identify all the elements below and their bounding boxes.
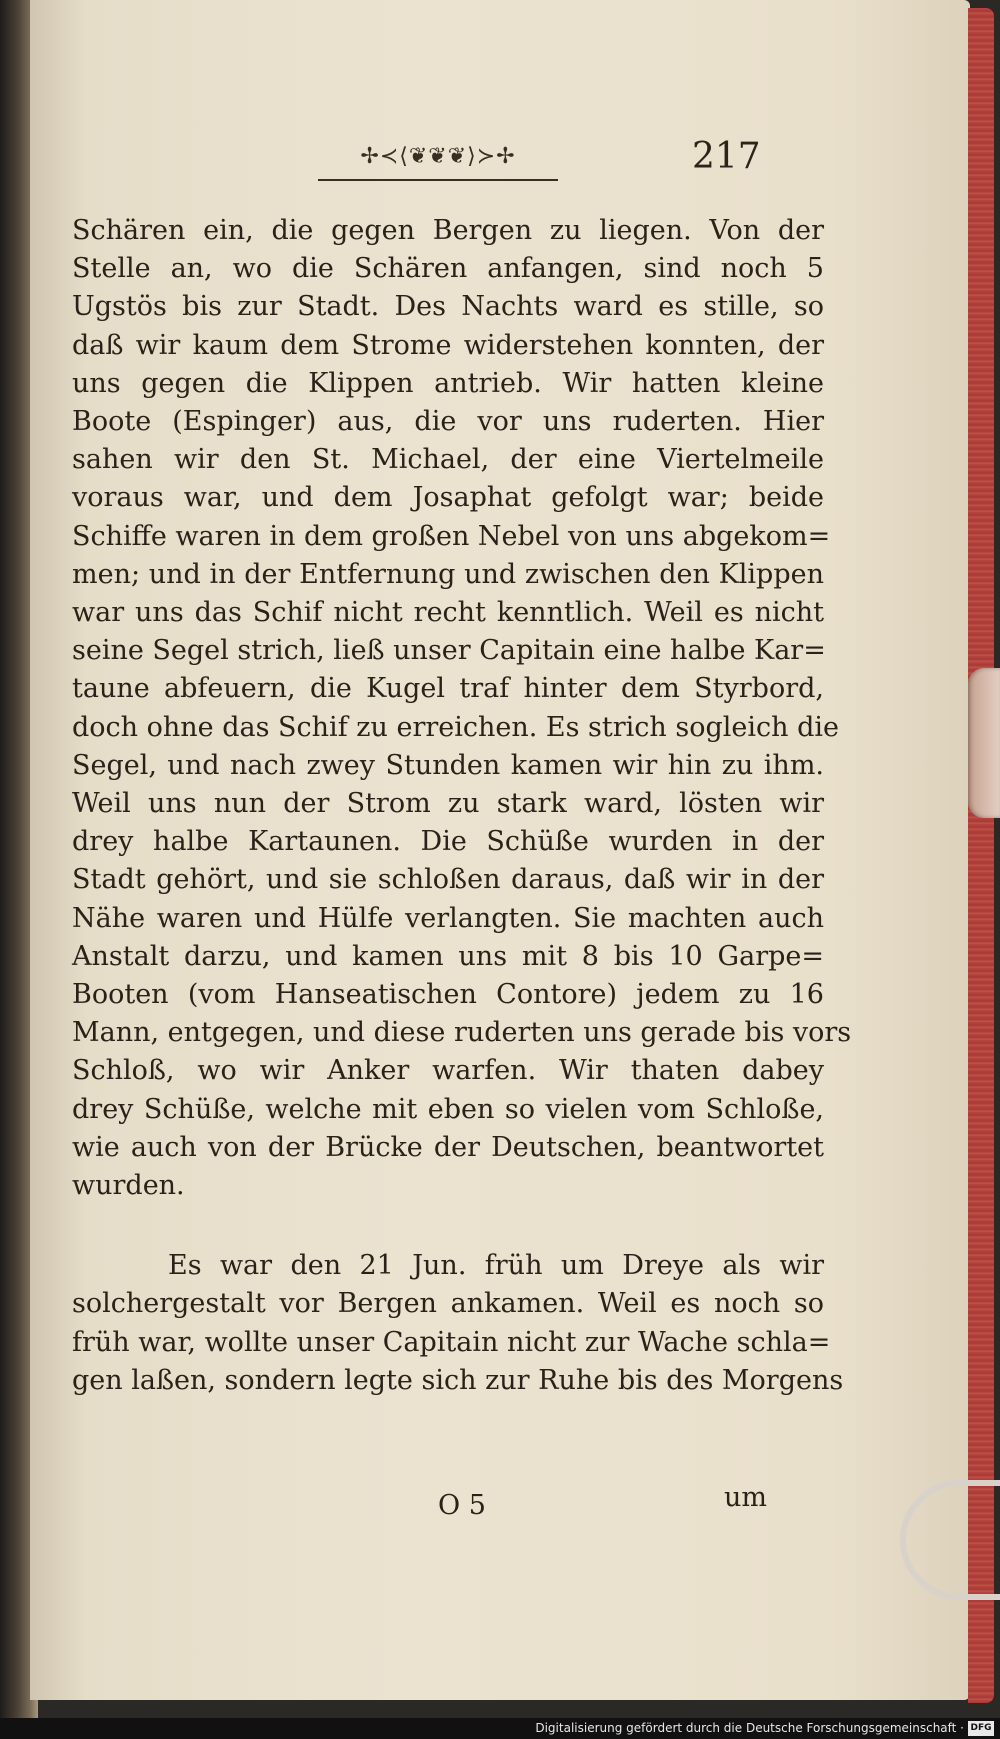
text-line: drey halbe Kartaunen. Die Schüße wurden in der bbox=[72, 826, 824, 858]
text-line: solchergestalt vor Bergen ankamen. Weil es noch so bbox=[72, 1288, 824, 1320]
dfg-logo-icon: DFG bbox=[968, 1721, 994, 1736]
paragraph-2 bbox=[72, 1247, 844, 1400]
text-line: Schiffe waren in dem großen Nebel von uns abgekom= bbox=[72, 520, 831, 552]
text-line: war uns das Schif nicht recht kenntlich. Weil es nicht bbox=[72, 597, 824, 629]
text-line: Stelle an, wo die Schären anfangen, sind noch 5 bbox=[72, 253, 824, 285]
signature-mark: O 5 bbox=[438, 1490, 486, 1521]
text-line: Boote (Espinger) aus, die vor uns ruderten. Hier bbox=[72, 406, 824, 438]
text-line: früh war, wollte unser Capitain nicht zur Wache schla= bbox=[72, 1326, 831, 1358]
paragraph-1 bbox=[72, 212, 852, 1205]
header-ornament: ✢≺⟨❦❦❦⟩≻✢ bbox=[360, 144, 516, 169]
text-line: sahen wir den St. Michael, der eine Viertelmeile bbox=[72, 444, 824, 476]
text-line: seine Segel strich, ließ unser Capitain eine halbe Kar= bbox=[72, 635, 826, 667]
text-line: Segel, und nach zwey Stunden kamen wir hin zu ihm. bbox=[72, 749, 824, 781]
text-line: daß wir kaum dem Strome widerstehen konnten, der bbox=[72, 329, 824, 361]
page-clip bbox=[968, 668, 1000, 818]
text-line: gen laßen, sondern legte sich zur Ruhe bis des Morgens bbox=[72, 1364, 844, 1396]
text-line: taune abfeuern, die Kugel traf hinter dem Styrbord, bbox=[72, 673, 824, 705]
text-line: men; und in der Entfernung und zwischen den Klippen bbox=[72, 558, 824, 590]
text-line: Ugstös bis zur Stadt. Des Nachts ward es stille, so bbox=[72, 291, 824, 323]
text-line: voraus war, und dem Josaphat gefolgt war; beide bbox=[72, 482, 824, 514]
text-line: Weil uns nun der Strom zu stark ward, lösten wir bbox=[72, 788, 824, 820]
text-line: Stadt gehört, und sie schloßen daraus, daß wir in der bbox=[72, 864, 824, 896]
text-line: Anstalt darzu, und kamen uns mit 8 bis 10 Garpe= bbox=[72, 940, 824, 972]
text-line: Booten (vom Hanseatischen Contore) jedem zu 16 bbox=[72, 979, 824, 1011]
text-line: Schären ein, die gegen Bergen zu liegen. Von der bbox=[72, 215, 824, 246]
text-line: Schloß, wo wir Anker warfen. Wir thaten dabey bbox=[72, 1055, 824, 1087]
text-line: Es war den 21 Jun. früh um Dreye als wir bbox=[168, 1250, 824, 1282]
catchword: um bbox=[724, 1482, 767, 1513]
page-edge bbox=[968, 8, 994, 1703]
text-line: Nähe waren und Hülfe verlangten. Sie machten auch bbox=[72, 902, 824, 934]
text-line: uns gegen die Klippen antrieb. Wir hatten kleine bbox=[72, 367, 824, 399]
page-number: 217 bbox=[692, 136, 761, 177]
text-line: drey Schüße, welche mit eben so vielen vom Schloße, bbox=[72, 1093, 824, 1125]
text-line: Mann, entgegen, und diese ruderten uns gerade bis vors bbox=[72, 1017, 852, 1049]
text-line: wie auch von der Brücke der Deutschen, beantwortet bbox=[72, 1131, 824, 1163]
text-line: doch ohne das Schif zu erreichen. Es strich sogleich die bbox=[72, 711, 840, 743]
body-text bbox=[72, 212, 852, 1400]
text-line: wurden. bbox=[72, 1170, 185, 1202]
header-rule bbox=[318, 179, 558, 181]
digitization-credit: Digitalisierung gefördert durch die Deutsche Forschungsgemeinschaft · bbox=[535, 1721, 964, 1735]
